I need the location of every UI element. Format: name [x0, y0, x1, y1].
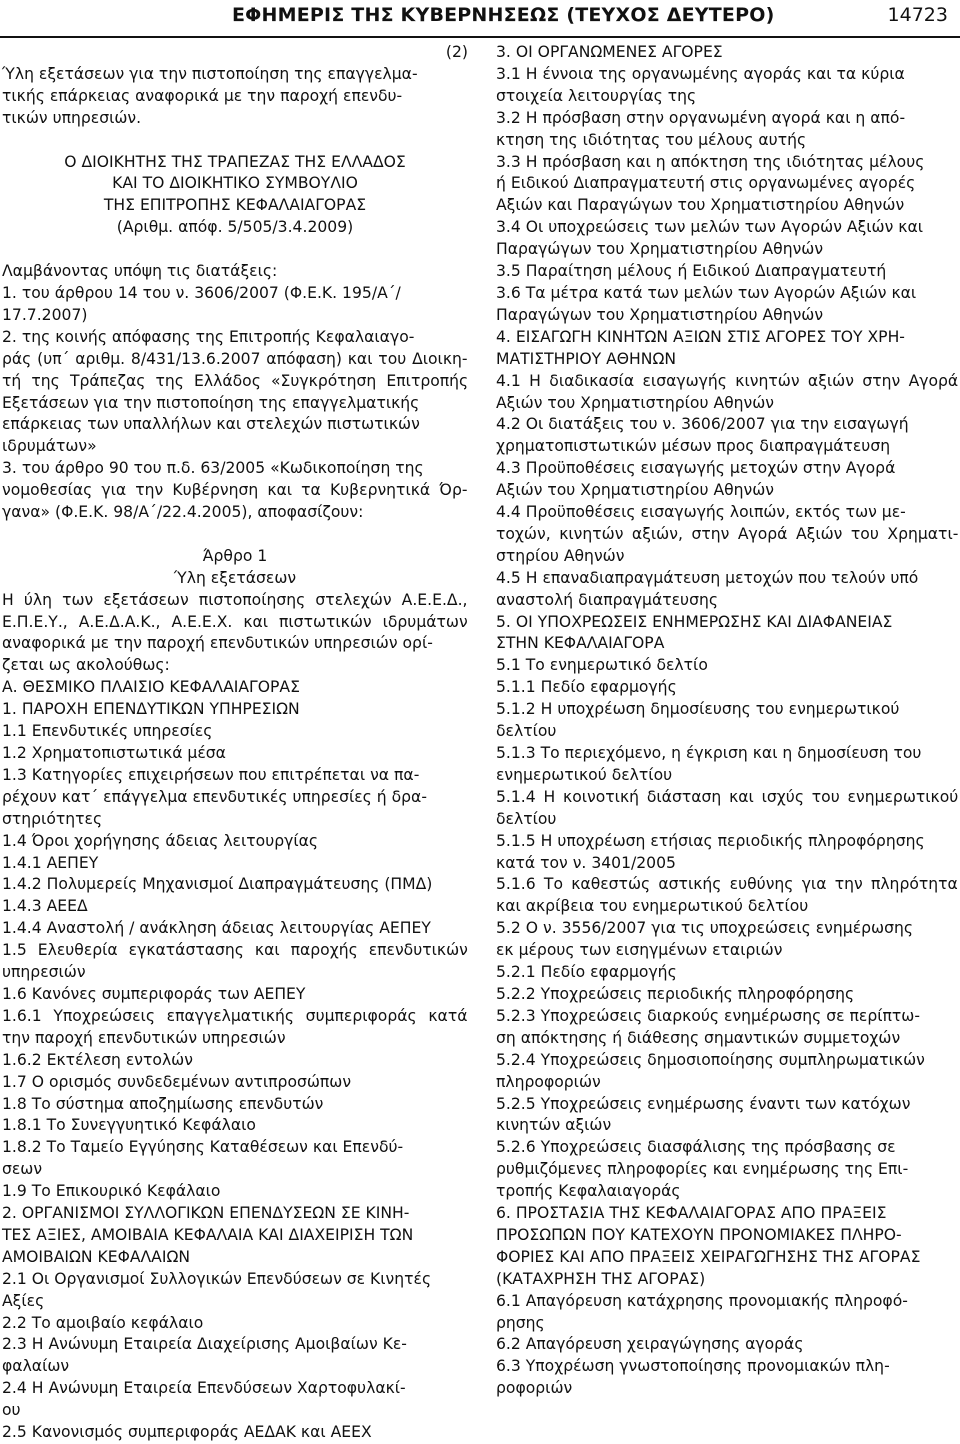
text-line: (Αριθμ. απόφ. 5/505/3.4.2009)	[116, 218, 354, 237]
text-line: επάρκειας των υπαλλήλων και στελεχών πιστωτικών	[2, 415, 420, 434]
text-line: 4.5 Η επαναδιαπραγμάτευση μετοχών που τελούν υπό	[496, 568, 919, 587]
page-header	[0, 0, 960, 36]
text-line: υπηρεσιών	[2, 963, 86, 982]
text-line: γανα» (Φ.Ε.Κ. 98/Α΄/22.4.2005), αποφασίζουν:	[2, 503, 364, 522]
text-line: 5.1.3 Το περιεχόμενο, η έγκριση και η δημοσίευση του	[496, 744, 922, 762]
text-line: Αξιών και Παραγώγων του Χρηματιστηρίου Αθηνών	[496, 196, 905, 215]
text-line: ΜΑΤΙΣΤΗΡΙΟΥ ΑΘΗΝΩΝ	[496, 349, 677, 368]
text-line: 1.8.1 Το Συνεγγυητικό Κεφάλαιο	[2, 1116, 256, 1135]
text-line: Άρθρο 1	[202, 546, 268, 565]
text-line: ρησης	[496, 1313, 545, 1332]
text-line: χρηματοπιστωτικών μέσων προς διαπραγμάτευση	[496, 437, 891, 456]
text-line: Αξίες	[2, 1291, 45, 1310]
text-line: Λαμβάνοντας υπόψη τις διατάξεις:	[2, 262, 278, 281]
text-line: 5.1.1 Πεδίο εφαρμογής	[496, 678, 677, 697]
text-line: ΚΑΙ ΤΟ ΔΙΟΙΚΗΤΙΚΟ ΣΥΜΒΟΥΛΙΟ	[112, 174, 358, 193]
text-line: και ακρίβεια του ενημερωτικού δελτίου	[496, 897, 809, 916]
text-line: αναστολή διαπραγμάτευσης	[496, 590, 718, 609]
text-line: πληροφοριών	[496, 1072, 601, 1091]
text-line: ση απόκτησης ή διάθεσης σημαντικών συμμετοχών	[496, 1028, 901, 1047]
text-line: 5.2.5 Υποχρεώσεις ενημέρωσης έναντι των κατόχων	[496, 1094, 911, 1113]
text-line	[2, 524, 468, 546]
text-line: Εξετάσεων για την πιστοποίηση της επαγγελματικής	[2, 393, 420, 412]
text-line: 5.2.1 Πεδίο εφαρμογής	[496, 963, 677, 982]
text-line: τοχών, κινητών αξιών, στην Αγορά Αξιών του Χρηματι‐	[496, 524, 959, 543]
text-line: 1.8 Το σύστημα αποζημίωσης επενδυτών	[2, 1094, 324, 1113]
text-line: 3.1 Η έννοια της οργανωμένης αγοράς και τα κύρια	[496, 64, 905, 83]
text-line: 1.7 Ο ορισμός συνδεδεμένων αντιπροσώπων	[2, 1072, 352, 1091]
text-line: δελτίου	[496, 722, 557, 741]
text-line: 3. ΟΙ ΟΡΓΑΝΩΜΕΝΕΣ ΑΓΟΡΕΣ	[496, 43, 723, 61]
text-line: την παροχή επενδυτικών υπηρεσιών	[2, 1028, 286, 1047]
text-line: ου	[2, 1401, 21, 1420]
text-line: ΑΜΟΙΒΑΙΩΝ ΚΕΦΑΛΑΙΩΝ	[2, 1247, 191, 1266]
right-column	[496, 42, 958, 1400]
text-line: στηριότητες	[2, 809, 103, 828]
text-line: 4.2 Οι διατάξεις του ν. 3606/2007 για την εισαγωγή	[496, 415, 909, 434]
text-line: αναφορικά με την παροχή επενδυτικών υπηρεσιών ορί‐	[2, 634, 433, 653]
text-line: 5.2.3 Υποχρεώσεις διαρκούς ενημέρωσης σε περίπτω‐	[496, 1006, 920, 1025]
text-line: ΦΟΡΙΕΣ ΚΑΙ ΑΠΟ ΠΡΑΞΕΙΣ ΧΕΙΡΑΓΩΓΗΣΗΣ ΤΗΣ ΑΓΟΡΑΣ	[496, 1247, 921, 1266]
text-line: 1.4.4 Αναστολή / ανάκληση άδειας λειτουργίας ΑΕΠΕΥ	[2, 919, 431, 938]
text-line: 3. του άρθρο 90 του π.δ. 63/2005 «Κωδικοποίηση της	[2, 459, 424, 478]
text-line: Α. ΘΕΣΜΙΚΟ ΠΛΑΙΣΙΟ ΚΕΦΑΛΑΙΑΓΟΡΑΣ	[2, 678, 300, 697]
text-line: ΣΤΗΝ ΚΕΦΑΛΑΙΑΓΟΡΑ	[496, 634, 665, 653]
text-line: κατά τον ν. 3401/2005	[496, 853, 676, 872]
text-line: ζεται ως ακολούθως:	[2, 656, 170, 675]
text-line: τικών υπηρεσιών.	[2, 108, 142, 127]
text-line: 5.2.4 Υποχρεώσεις δημοσιοποίησης συμπληρωματικών	[496, 1050, 925, 1069]
text-line: 2.3 Η Ανώνυμη Εταιρεία Διαχείρισης Αμοιβαίων Κε‐	[2, 1335, 407, 1354]
text-line: ΤΗΣ ΕΠΙΤΡΟΠΗΣ ΚΕΦΑΛΑΙΑΓΟΡΑΣ	[103, 196, 367, 215]
text-line: 1.6.1 Υποχρεώσεις επαγγελματικής συμπεριφοράς κατά	[2, 1006, 468, 1025]
text-line: Ο ΔΙΟΙΚΗΤΗΣ ΤΗΣ ΤΡΑΠΕΖΑΣ ΤΗΣ ΕΛΛΑΔΟΣ	[64, 152, 406, 171]
text-line: 5.1.4 Η κοινοτική διάσταση και ισχύς του ενημερωτικού	[496, 787, 959, 806]
text-line: νομοθεσίας για την Κυβέρνηση και τα Κυβερνητικά Όρ‐	[2, 481, 468, 500]
text-line: ροφοριών	[496, 1379, 573, 1398]
text-line: 1.6 Κανόνες συμπεριφοράς των ΑΕΠΕΥ	[2, 984, 306, 1003]
text-line: 6.2 Απαγόρευση χειραγώγησης αγοράς	[496, 1335, 804, 1354]
text-line: 1.4 Όροι χορήγησης άδειας λειτουργίας	[2, 831, 319, 850]
text-line: 3.3 Η πρόσβαση και η απόκτηση της ιδιότητας μέλους	[496, 152, 925, 171]
text-line: ράς (υπ΄ αριθμ. 8/431/13.6.2007 απόφαση) και του Διοικη‐	[2, 349, 468, 368]
text-line: ρυθμιζόμενες πληροφορίες και ενημέρωσης της Επι‐	[496, 1160, 909, 1179]
text-line: στοιχεία λειτουργίας της	[496, 86, 697, 105]
text-line: 5.2.2 Υποχρεώσεις περιοδικής πληροφόρησης	[496, 984, 855, 1003]
text-line: 5.1.5 Η υποχρέωση ετήσιας περιοδικής πληροφόρησης	[496, 831, 925, 850]
text-line: Αξιών του Χρηματιστηρίου Αθηνών	[496, 481, 775, 500]
text-line: ιδρυμάτων»	[2, 437, 97, 456]
text-line: 2.5 Κανονισμός συμπεριφοράς ΑΕΔΑΚ και ΑΕΕΧ	[2, 1423, 372, 1442]
text-line: 1.4.2 Πολυμερείς Μηχανισμοί Διαπραγμάτευσης (ΠΜΔ)	[2, 875, 433, 894]
text-line: 6. ΠΡΟΣΤΑΣΙΑ ΤΗΣ ΚΕΦΑΛΑΙΑΓΟΡΑΣ ΑΠΟ ΠΡΑΞΕΙΣ	[496, 1204, 887, 1223]
text-line: 5.1 Το ενημερωτικό δελτίο	[496, 656, 708, 675]
text-line: 6.1 Απαγόρευση κατάχρησης προνομιακής πληροφό‐	[496, 1291, 908, 1310]
text-line: κινητών αξιών	[496, 1116, 612, 1135]
text-line: 3.6 Τα μέτρα κατά των μελών των Αγορών Αξιών και	[496, 283, 917, 302]
text-line: 1. ΠΑΡΟΧΗ ΕΠΕΝΔΥΤΙΚΩΝ ΥΠΗΡΕΣΙΩΝ	[2, 700, 300, 719]
text-line: 1.1 Επενδυτικές υπηρεσίες	[2, 722, 213, 741]
text-line: 5.1.6 Το καθεστώς αστικής ευθύνης για την πληρότητα	[496, 875, 958, 894]
page-number: 14723	[887, 4, 948, 26]
text-line: 5.2.6 Υποχρεώσεις διασφάλισης της πρόσβασης σε	[496, 1138, 896, 1157]
text-line: ενημερωτικού δελτίου	[496, 765, 673, 784]
text-line: (ΚΑΤΑΧΡΗΣΗ ΤΗΣ ΑΓΟΡΑΣ)	[496, 1269, 706, 1288]
text-line: 2.2 Το αμοιβαίο κεφάλαιο	[2, 1313, 204, 1332]
text-line: Η ύλη των εξετάσεων πιστοποίησης στελεχών Α.Ε.Ε.Δ.,	[2, 590, 468, 609]
text-line: ρέχουν κατ΄ επάγγελμα επενδυτικές υπηρεσίες ή δρα‐	[2, 787, 427, 806]
left-column	[2, 42, 468, 1444]
text-line: κτηση της ιδιότητας του μέλους αυτής	[496, 130, 807, 149]
text-line: 5. ΟΙ ΥΠΟΧΡΕΩΣΕΙΣ ΕΝΗΜΕΡΩΣΗΣ ΚΑΙ ΔΙΑΦΑΝΕΙΑΣ	[496, 612, 893, 631]
text-line: Ύλη εξετάσεων για την πιστοποίηση της επαγγελμα‐	[2, 64, 418, 83]
text-line: Ε.Π.Ε.Υ., Α.Ε.Δ.Α.Κ., Α.Ε.Ε.Χ. και πιστωτικών ιδρυμάτων	[2, 612, 468, 631]
text-line: 1.9 Το Επικουρικό Κεφάλαιο	[2, 1182, 221, 1201]
text-line: 4.1 Η διαδικασία εισαγωγής κινητών αξιών στην Αγορά	[496, 371, 959, 390]
text-line: 4.3 Προϋποθέσεις εισαγωγής μετοχών στην Αγορά	[496, 459, 896, 478]
text-line: 1.4.1 ΑΕΠΕΥ	[2, 853, 99, 872]
text-line: 1.8.2 Το Ταμείο Εγγύησης Καταθέσεων και Επενδύ‐	[2, 1138, 404, 1157]
text-line: 1.2 Χρηματοπιστωτικά μέσα	[2, 744, 226, 762]
text-line: Αξιών του Χρηματιστηρίου Αθηνών	[496, 393, 775, 412]
text-line: 17.7.2007)	[2, 305, 88, 324]
text-line: 3.4 Οι υποχρεώσεις των μελών των Αγορών Αξιών και	[496, 218, 924, 237]
gazette-title: ΕΦΗΜΕΡΙΣ ΤΗΣ ΚΥΒΕΡΝΗΣΕΩΣ (ΤΕΥΧΟΣ ΔΕΥΤΕΡΟ)	[232, 4, 775, 26]
text-line	[2, 130, 468, 152]
text-line: ΠΡΟΣΩΠΩΝ ΠΟΥ ΚΑΤΕΧΟΥΝ ΠΡΟΝΟΜΙΑΚΕΣ ΠΛΗΡΟ‐	[496, 1225, 902, 1244]
text-line: 2. της κοινής απόφασης της Επιτροπής Κεφαλαιαγο‐	[2, 327, 415, 346]
text-line: ΤΕΣ ΑΞΙΕΣ, ΑΜΟΙΒΑΙΑ ΚΕΦΑΛΑΙΑ ΚΑΙ ΔΙΑΧΕΙΡΙΣΗ ΤΩΝ	[2, 1225, 414, 1244]
text-line: 1. του άρθρου 14 του ν. 3606/2007 (Φ.Ε.Κ. 195/Α΄/	[2, 283, 401, 302]
text-line: Ύλη εξετάσεων	[173, 568, 297, 587]
text-line: 5.1.2 Η υποχρέωση δημοσίευσης του ενημερωτικού	[496, 700, 900, 719]
text-line: 2. ΟΡΓΑΝΙΣΜΟΙ ΣΥΛΛΟΓΙΚΩΝ ΕΠΕΝΔΥΣΕΩΝ ΣΕ ΚΙΝΗ‐	[2, 1204, 410, 1223]
text-line: 1.4.3 ΑΕΕΔ	[2, 897, 88, 916]
text-line: 4. ΕΙΣΑΓΩΓΗ ΚΙΝΗΤΩΝ ΑΞΙΩΝ ΣΤΙΣ ΑΓΟΡΕΣ ΤΟΥ ΧΡΗ‐	[496, 327, 905, 346]
text-line: Παραγώγων του Χρηματιστηρίου Αθηνών	[496, 240, 824, 259]
text-line: τροπής Κεφαλαιαγοράς	[496, 1182, 681, 1201]
text-line: στηρίου Αθηνών	[496, 546, 625, 565]
text-line: 2.1 Οι Οργανισμοί Συλλογικών Επενδύσεων σε Κινητές	[2, 1269, 432, 1288]
text-line	[2, 239, 468, 261]
text-line: φαλαίων	[2, 1357, 70, 1376]
text-line: σεων	[2, 1160, 43, 1179]
text-line: 3.5 Παραίτηση μέλους ή Ειδικού Διαπραγματευτή	[496, 262, 887, 281]
text-line: τή της Τράπεζας της Ελλάδος «Συγκρότηση Επιτροπής	[2, 371, 469, 390]
text-line: Παραγώγων του Χρηματιστηρίου Αθηνών	[496, 305, 824, 324]
text-line: 2.4 Η Ανώνυμη Εταιρεία Επενδύσεων Χαρτοφυλακί‐	[2, 1379, 406, 1398]
text-line: τικής επάρκειας αναφορικά με την παροχή επενδυ‐	[2, 86, 403, 105]
text-line: (2)	[445, 43, 468, 61]
text-line: 1.6.2 Εκτέλεση εντολών	[2, 1050, 193, 1069]
text-line: 1.3 Κατηγορίες επιχειρήσεων που επιτρέπεται να πα‐	[2, 765, 420, 784]
text-line: δελτίου	[496, 809, 557, 828]
text-line: 5.2 Ο ν. 3556/2007 για τις υποχρεώσεις ενημέρωσης	[496, 919, 913, 938]
text-line: ή Ειδικού Διαπραγματευτή στις οργανωμένες αγορές	[496, 174, 916, 193]
text-line: 6.3 Υποχρέωση γνωστοποίησης προνομιακών πλη‐	[496, 1357, 890, 1376]
text-line: 4.4 Προϋποθέσεις εισαγωγής λοιπών, εκτός των με‐	[496, 503, 906, 522]
text-line: 1.5 Ελευθερία εγκατάστασης και παροχής επενδυτικών	[2, 941, 468, 960]
text-line: εκ μέρους των εισηγμένων εταιριών	[496, 941, 783, 960]
text-line: 3.2 Η πρόσβαση στην οργανωμένη αγορά και η από‐	[496, 108, 906, 127]
header-rule	[0, 36, 960, 38]
